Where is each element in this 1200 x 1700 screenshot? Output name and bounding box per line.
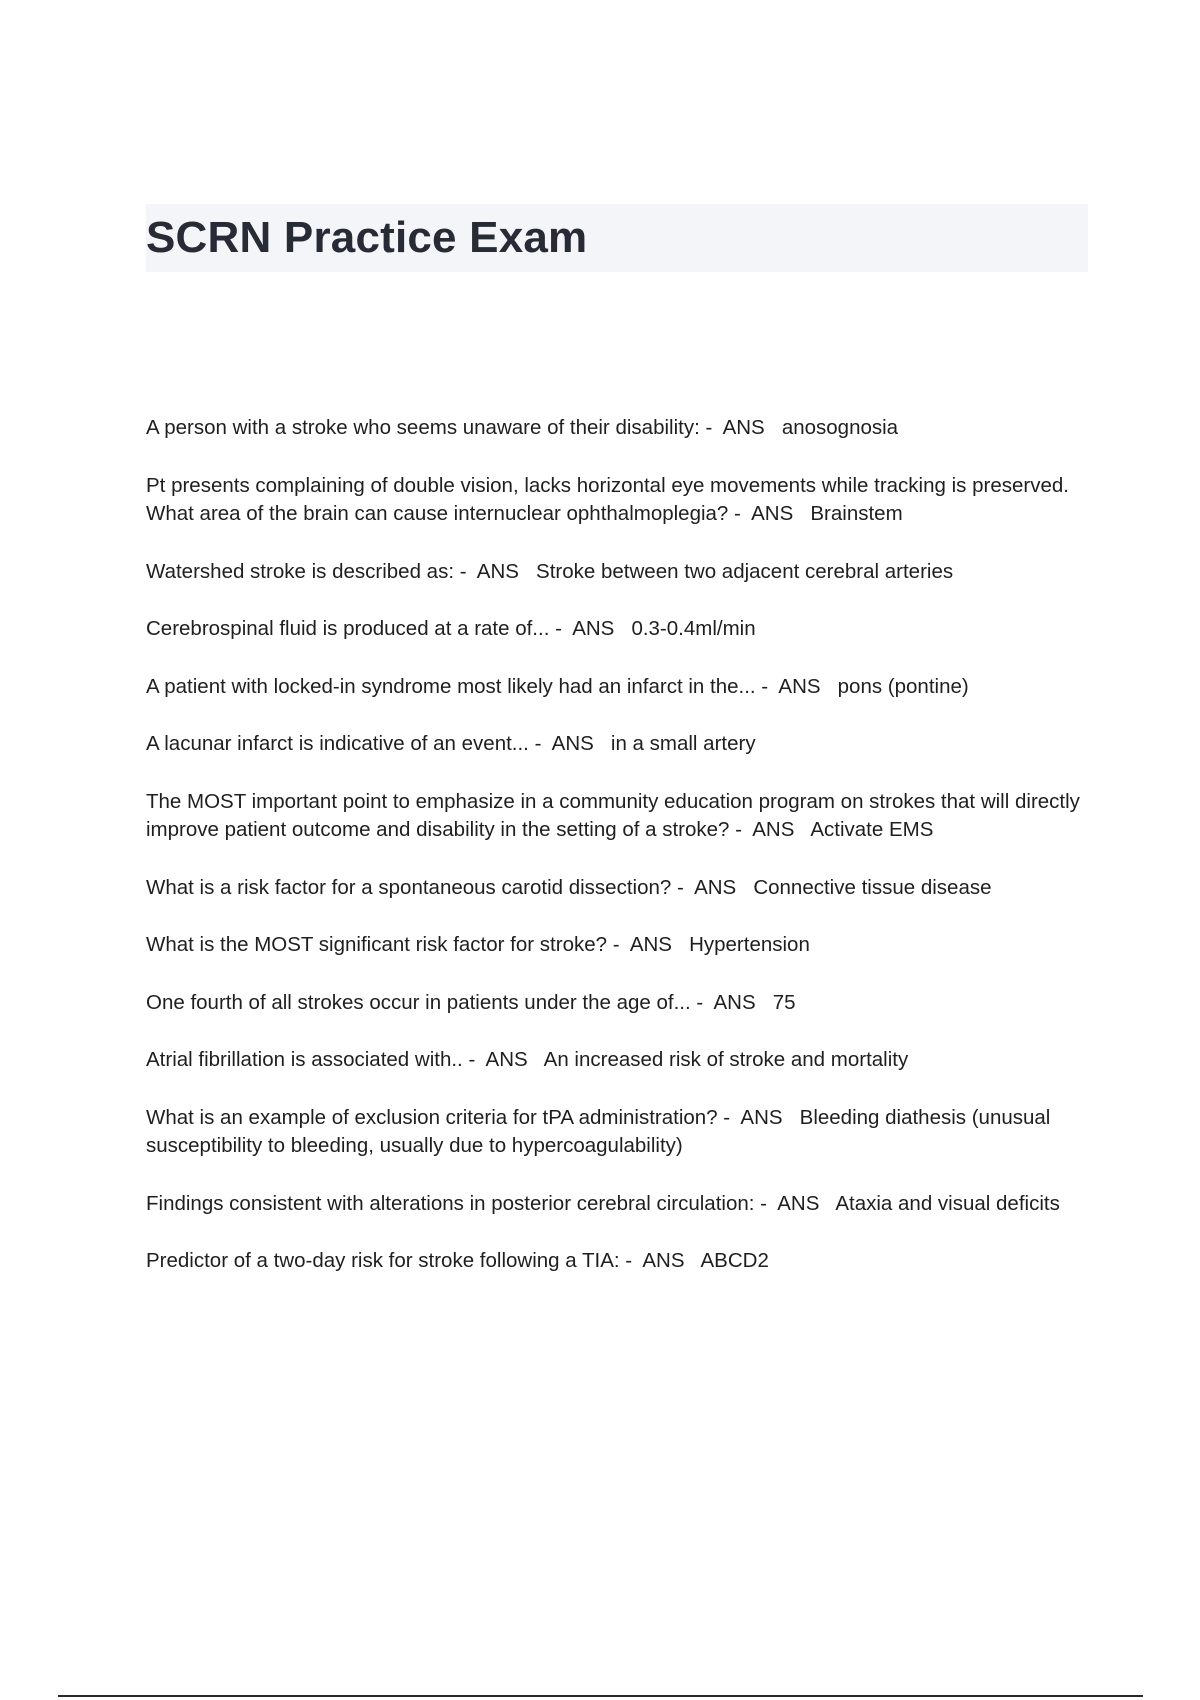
ans-separator: - ANS bbox=[728, 502, 811, 525]
answer-text: 75 bbox=[772, 990, 796, 1014]
question-text: One fourth of all strokes occur in patients under the age of... bbox=[146, 990, 691, 1014]
qa-item bbox=[146, 615, 1092, 644]
answer-text: in a small artery bbox=[610, 732, 756, 755]
footer-divider bbox=[58, 1695, 1143, 1697]
qa-item bbox=[146, 1190, 1092, 1219]
title-banner bbox=[146, 204, 1088, 272]
question-text: Predictor of a two-day risk for stroke following a TIA: bbox=[146, 1249, 620, 1272]
ans-separator: - ANS bbox=[729, 818, 811, 841]
qa-item bbox=[146, 1104, 1092, 1161]
qa-item bbox=[146, 874, 1092, 903]
ans-separator: - ANS bbox=[619, 1249, 701, 1272]
answer-text: Bleeding diathesis (unusual susceptibility to bleeding, usually due to hypercoagulability) bbox=[146, 1105, 1057, 1157]
qa-list bbox=[146, 414, 1092, 1305]
answer-text: 0.3-0.4ml/min bbox=[631, 617, 756, 640]
question-text: A lacunar infarct is indicative of an event... bbox=[146, 732, 529, 755]
qa-item bbox=[146, 989, 1092, 1018]
answer-text: Ataxia and visual deficits bbox=[835, 1191, 1060, 1215]
qa-item bbox=[146, 788, 1092, 845]
qa-item bbox=[146, 414, 1092, 443]
qa-item bbox=[146, 1247, 1092, 1276]
answer-text: pons (pontine) bbox=[837, 674, 969, 698]
question-text: A person with a stroke who seems unaware of their disability: bbox=[146, 416, 700, 439]
answer-text: Activate EMS bbox=[810, 818, 934, 841]
ans-separator: - ANS bbox=[717, 1105, 800, 1129]
ans-separator: - ANS bbox=[528, 732, 611, 755]
ans-separator: - ANS bbox=[454, 559, 537, 583]
qa-item bbox=[146, 931, 1092, 960]
question-text: What is the MOST significant risk factor for stroke? bbox=[146, 933, 608, 956]
ans-separator: - ANS bbox=[671, 875, 754, 899]
question-text: Pt presents complaining of double vision, lacks horizontal eye movements while tracking is preserved. What area of the brain can cause internuclear ophthalmoplegia? bbox=[146, 473, 1069, 525]
question-text: What is a risk factor for a spontaneous carotid dissection? bbox=[146, 875, 672, 899]
document-title: SCRN Practice Exam bbox=[146, 213, 588, 262]
answer-text: Brainstem bbox=[810, 502, 903, 525]
answer-text: Connective tissue disease bbox=[753, 875, 992, 899]
answer-text: ABCD2 bbox=[700, 1249, 769, 1272]
question-text: Cerebrospinal fluid is produced at a rate of... bbox=[146, 617, 550, 640]
question-text: The MOST important point to emphasize in a community education program on strokes that will directly improve patient outcome and disability in the setting of a stroke? bbox=[146, 789, 1086, 841]
qa-item bbox=[146, 730, 1092, 759]
ans-separator: - ANS bbox=[754, 1191, 836, 1215]
answer-text: Hypertension bbox=[689, 933, 810, 956]
question-text: A patient with locked-in syndrome most likely had an infarct in the... bbox=[146, 674, 756, 698]
ans-separator: - ANS bbox=[607, 933, 690, 956]
ans-separator: - ANS bbox=[690, 990, 773, 1014]
qa-item bbox=[146, 558, 1092, 587]
answer-text: anosognosia bbox=[781, 416, 899, 439]
ans-separator: - ANS bbox=[462, 1048, 544, 1071]
question-text: Findings consistent with alterations in posterior cerebral circulation: bbox=[146, 1191, 755, 1215]
ans-separator: - ANS bbox=[699, 416, 782, 439]
question-text: What is an example of exclusion criteria for tPA administration? bbox=[146, 1105, 718, 1129]
qa-item bbox=[146, 673, 1092, 702]
question-text: Watershed stroke is described as: bbox=[146, 559, 455, 583]
qa-item bbox=[146, 472, 1092, 529]
ans-separator: - ANS bbox=[755, 674, 838, 698]
answer-text: Stroke between two adjacent cerebral arteries bbox=[536, 559, 954, 583]
ans-separator: - ANS bbox=[549, 617, 632, 640]
question-text: Atrial fibrillation is associated with.. bbox=[146, 1048, 463, 1071]
qa-item bbox=[146, 1046, 1092, 1075]
answer-text: An increased risk of stroke and mortality bbox=[543, 1048, 909, 1071]
